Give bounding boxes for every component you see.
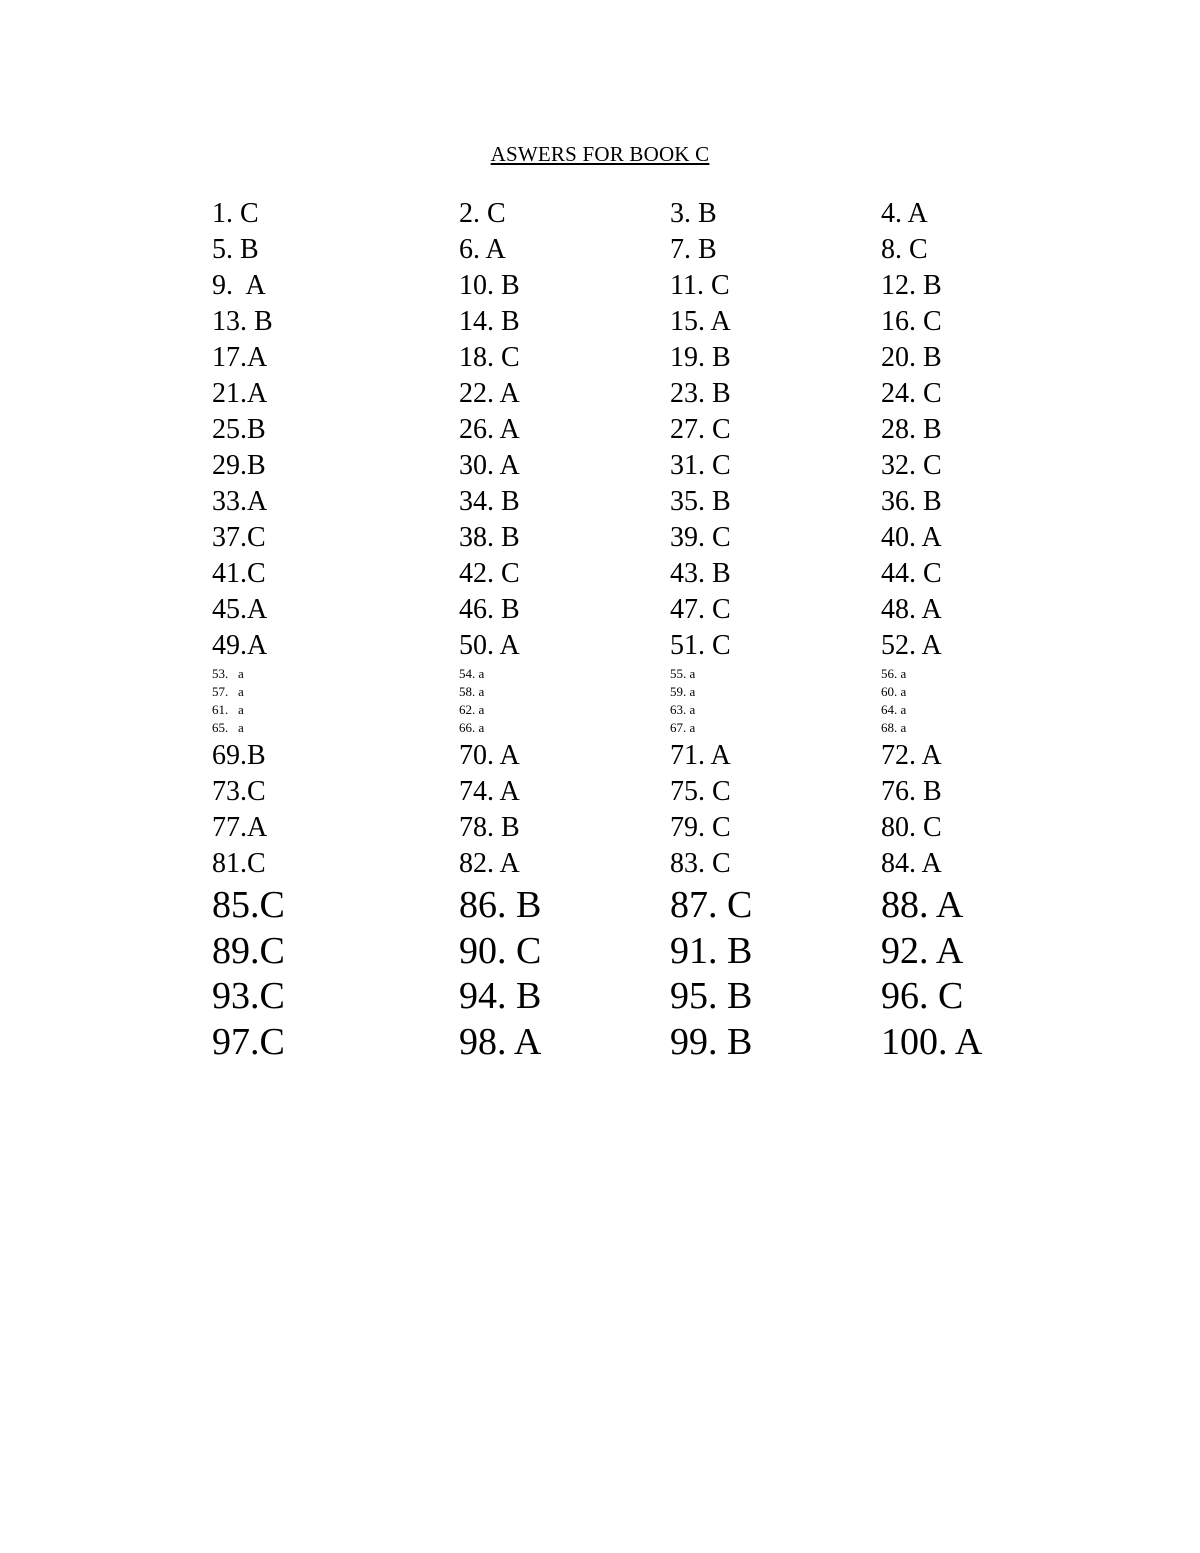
answer-item: 88. A — [881, 884, 964, 926]
answer-item: 72. A — [881, 740, 942, 771]
answer-item: 63. a — [670, 702, 696, 717]
answer-item: 85.C — [212, 884, 285, 926]
answer-item: 17.A — [212, 342, 268, 373]
answer-row — [0, 524, 1200, 560]
answer-row — [0, 380, 1200, 416]
answer-item: 51. C — [670, 630, 731, 661]
answer-row — [0, 632, 1200, 668]
answer-item: 61. a — [212, 702, 244, 717]
answer-item: 43. B — [670, 558, 731, 589]
answer-item: 38. B — [459, 522, 520, 553]
answer-item: 94. B — [459, 975, 542, 1017]
answer-item: 49.A — [212, 630, 268, 661]
answer-item: 12. B — [881, 270, 942, 301]
answer-item: 78. B — [459, 812, 520, 843]
answer-item: 21.A — [212, 378, 268, 409]
answer-item: 2. C — [459, 198, 506, 229]
answer-row — [0, 685, 1200, 703]
answer-row — [0, 344, 1200, 380]
answers-group-4 — [0, 886, 1200, 1068]
answer-item: 96. C — [881, 975, 964, 1017]
answer-item: 39. C — [670, 522, 731, 553]
answer-row — [0, 308, 1200, 344]
answer-item: 58. a — [459, 684, 485, 699]
answer-item: 91. B — [670, 929, 753, 972]
answer-row — [0, 703, 1200, 721]
answer-row — [0, 272, 1200, 308]
answer-item: 31. C — [670, 450, 731, 481]
answer-item: 25.B — [212, 414, 266, 445]
answer-item: 71. A — [670, 740, 731, 771]
page-title: ASWERS FOR BOOK C — [490, 142, 710, 166]
answer-item: 93.C — [212, 975, 285, 1017]
answer-item: 66. a — [459, 720, 485, 735]
answer-item: 60. a — [881, 684, 907, 699]
answer-item: 97.C — [212, 1020, 285, 1063]
answer-item: 86. B — [459, 884, 542, 926]
answer-item: 3. B — [670, 198, 717, 229]
answer-row — [0, 488, 1200, 524]
answer-row — [0, 667, 1200, 685]
answer-item: 80. C — [881, 812, 942, 843]
answer-item: 8. C — [881, 234, 928, 265]
answer-item: 46. B — [459, 594, 520, 625]
answer-item: 7. B — [670, 234, 717, 265]
answer-item: 62. a — [459, 702, 485, 717]
answer-item: 69.B — [212, 740, 266, 771]
answer-item: 70. A — [459, 740, 520, 771]
answer-item: 82. A — [459, 848, 520, 879]
answer-item: 52. A — [881, 630, 942, 661]
answer-item: 47. C — [670, 594, 731, 625]
answer-item: 22. A — [459, 378, 520, 409]
answer-item: 73.C — [212, 776, 266, 807]
answer-item: 59. a — [670, 684, 696, 699]
answer-row — [0, 850, 1200, 886]
answer-row — [0, 1020, 1200, 1069]
answer-item: 64. a — [881, 702, 907, 717]
answer-row — [0, 596, 1200, 632]
answer-item: 65. a — [212, 720, 244, 735]
answer-item: 29.B — [212, 450, 266, 481]
answer-item: 77.A — [212, 812, 268, 843]
answer-row — [0, 721, 1200, 739]
answer-row — [0, 236, 1200, 272]
answer-item: 74. A — [459, 776, 520, 807]
answer-item: 68. a — [881, 720, 907, 735]
answer-item: 83. C — [670, 848, 731, 879]
answer-item: 100. A — [881, 1020, 983, 1063]
answer-item: 92. A — [881, 929, 964, 972]
answer-row — [0, 886, 1200, 932]
answer-item: 18. C — [459, 342, 520, 373]
answer-item: 28. B — [881, 414, 942, 445]
answer-item: 57. a — [212, 684, 244, 699]
answer-row — [0, 977, 1200, 1023]
answer-item: 55. a — [670, 666, 696, 681]
answer-row — [0, 560, 1200, 596]
answer-item: 56. a — [881, 666, 907, 681]
answer-item: 87. C — [670, 884, 753, 926]
answers-group-1 — [0, 200, 1200, 668]
answer-item: 36. B — [881, 486, 942, 517]
answer-item: 41.C — [212, 558, 266, 589]
answer-item: 84. A — [881, 848, 942, 879]
answer-row — [0, 742, 1200, 778]
answer-item: 90. C — [459, 929, 542, 972]
answer-item: 54. a — [459, 666, 485, 681]
answer-item: 99. B — [670, 1020, 753, 1063]
answer-item: 19. B — [670, 342, 731, 373]
answer-item: 76. B — [881, 776, 942, 807]
answer-item: 9. A — [212, 270, 266, 301]
answer-row — [0, 200, 1200, 236]
answer-item: 6. A — [459, 234, 506, 265]
answer-item: 32. C — [881, 450, 942, 481]
answer-item: 26. A — [459, 414, 520, 445]
answer-item: 23. B — [670, 378, 731, 409]
answer-item: 14. B — [459, 306, 520, 337]
answer-item: 67. a — [670, 720, 696, 735]
answer-item: 16. C — [881, 306, 942, 337]
answer-item: 15. A — [670, 306, 731, 337]
answer-item: 98. A — [459, 1020, 542, 1063]
answer-item: 27. C — [670, 414, 731, 445]
answer-item: 42. C — [459, 558, 520, 589]
answer-item: 53. a — [212, 666, 244, 681]
answer-item: 13. B — [212, 306, 273, 337]
answer-row — [0, 416, 1200, 452]
answer-item: 11. C — [670, 270, 730, 301]
answer-item: 1. C — [212, 198, 259, 229]
answer-item: 44. C — [881, 558, 942, 589]
answer-row — [0, 929, 1200, 978]
answer-item: 10. B — [459, 270, 520, 301]
answer-item: 95. B — [670, 975, 753, 1017]
answer-item: 33.A — [212, 486, 268, 517]
answer-item: 5. B — [212, 234, 259, 265]
answer-item: 45.A — [212, 594, 268, 625]
answer-item: 20. B — [881, 342, 942, 373]
answer-item: 40. A — [881, 522, 942, 553]
answer-item: 24. C — [881, 378, 942, 409]
answer-item: 50. A — [459, 630, 520, 661]
answers-group-2 — [0, 667, 1200, 739]
answers-group-3 — [0, 742, 1200, 886]
answer-item: 89.C — [212, 929, 285, 972]
answer-item: 30. A — [459, 450, 520, 481]
answer-row — [0, 778, 1200, 814]
answer-item: 75. C — [670, 776, 731, 807]
answer-item: 35. B — [670, 486, 731, 517]
answer-item: 48. A — [881, 594, 942, 625]
answer-item: 4. A — [881, 198, 928, 229]
answer-row — [0, 814, 1200, 850]
answer-item: 37.C — [212, 522, 266, 553]
answer-item: 34. B — [459, 486, 520, 517]
answer-item: 81.C — [212, 848, 266, 879]
answer-row — [0, 452, 1200, 488]
answer-item: 79. C — [670, 812, 731, 843]
